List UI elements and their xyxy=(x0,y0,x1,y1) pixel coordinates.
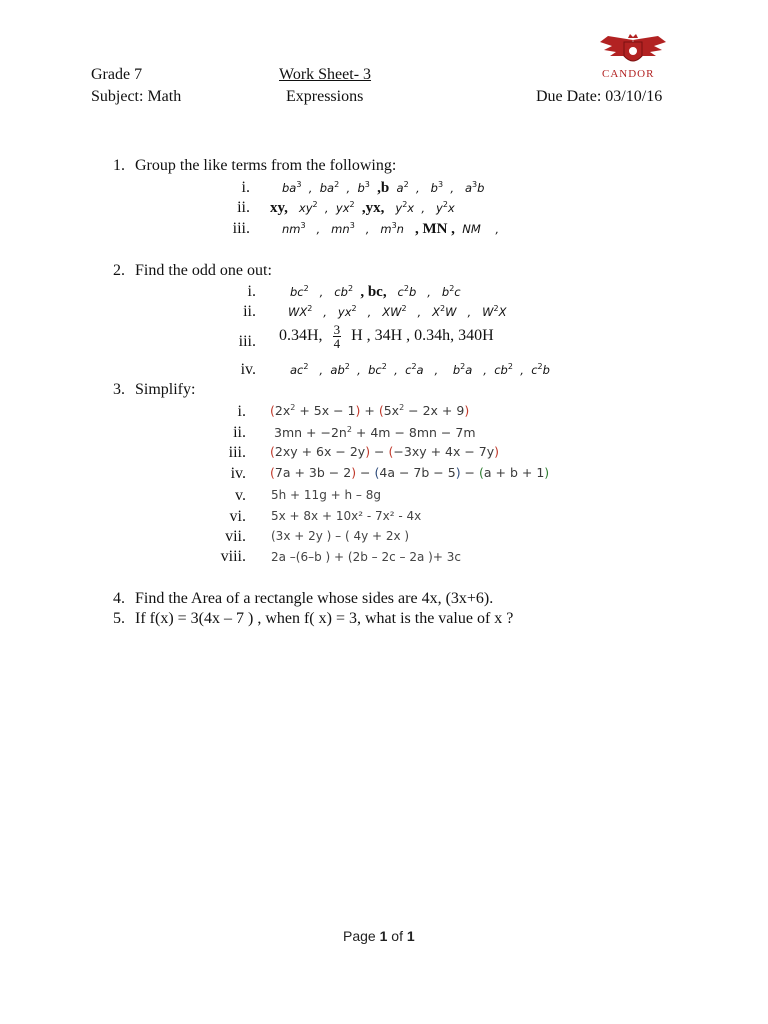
question-1-text: Group the like terms from the following: xyxy=(135,157,397,174)
q1-item-iii-label: iii. xyxy=(232,220,250,237)
question-4 xyxy=(113,590,493,608)
question-4-number: 4. xyxy=(113,590,125,607)
page-footer xyxy=(343,928,415,944)
question-3-number: 3. xyxy=(113,381,125,398)
q1-item-i-terms: $ba^3$ , $ba^2$ , $b^3$ ,b $a^2$ , $b^3$ , $a^3b$ xyxy=(282,180,485,196)
q3-item-vi-expr: 5x + 8x + 10x² - 7x² - 4x xyxy=(271,509,422,523)
logo-text: CANDOR xyxy=(602,68,655,80)
question-1 xyxy=(113,157,396,175)
due-date: Due Date: 03/10/16 xyxy=(536,88,663,105)
q3-item-vi-label: vi. xyxy=(229,508,246,525)
q2-item-iv-label: iv. xyxy=(240,361,256,378)
q1-item-ii-label: ii. xyxy=(237,199,250,216)
q2-iii-part-b: H , 34H , 0.34h, 340H xyxy=(351,327,494,345)
grade-label: Grade 7 xyxy=(91,66,143,83)
q2-item-i-terms: $bc^2$ , $cb^2$ , bc, $c^2b$ , $b^2c$ xyxy=(290,284,461,300)
footer-page-word: Page xyxy=(343,928,376,944)
q3-item-v-label: v. xyxy=(235,487,246,504)
q1-item-iii-terms: $nm^3$ , $mn^3$ , $m^3n$ , MN , NM , xyxy=(282,221,500,237)
question-5-number: 5. xyxy=(113,610,125,627)
question-5-text: If f(x) = 3(4x – 7 ) , when f( x) = 3, what is the value of x ? xyxy=(135,610,514,627)
q3-item-v-expr: 5h + 11g + h – 8g xyxy=(271,488,381,502)
q3-item-i-expr: $(2x^2 + 5x - 1) + (5x^2 - 2x + 9)$ xyxy=(270,403,470,418)
q2-item-ii-label: ii. xyxy=(243,303,256,320)
footer-of-word: of xyxy=(391,928,403,944)
question-3-text: Simplify: xyxy=(135,381,196,398)
q3-item-ii-label: ii. xyxy=(233,424,246,441)
q1-item-ii-terms: xy, $xy^2$ , $yx^2$ ,yx, $y^2x$ , $y^2x$ xyxy=(270,200,455,216)
logo-emblem-icon xyxy=(598,32,668,72)
q2-item-iii-label: iii. xyxy=(238,333,256,350)
topic-label: Expressions xyxy=(286,88,364,105)
q2-iii-part-a: 0.34H, xyxy=(279,327,323,345)
footer-total-pages: 1 xyxy=(406,928,415,944)
q3-item-iv-expr: (7a + 3b − 2) − (4a − 7b − 5) − (a + b + 1) xyxy=(270,465,550,480)
question-5 xyxy=(113,610,513,628)
worksheet-title: Work Sheet- 3 xyxy=(279,66,372,83)
footer-page-number: 1 xyxy=(379,928,388,944)
question-2-number: 2. xyxy=(113,262,125,279)
question-1-number: 1. xyxy=(113,157,125,174)
q3-item-iii-expr: (2xy + 6x − 2y) − (−3xy + 4x − 7y) xyxy=(270,444,500,459)
q3-item-iii-label: iii. xyxy=(228,444,246,461)
q2-item-iii-terms xyxy=(279,323,494,350)
q3-item-ii-expr: $3mn + -2n^2 + 4m - 8mn - 7m$ xyxy=(274,425,476,440)
q2-item-iv-terms: $ac^2$ , $ab^2$ , $bc^2$ , $c^2a$ , $b^2a$ , $cb^2$ , $c^2b$ xyxy=(290,362,550,377)
q2-item-i-label: i. xyxy=(247,283,256,300)
q2-item-ii-terms: $WX^2$ , $yx^2$ , $XW^2$ , $X^2W$ , $W^2X$ xyxy=(288,304,507,319)
question-2-text: Find the odd one out: xyxy=(135,262,272,279)
question-4-text: Find the Area of a rectangle whose sides are 4x, (3x+6). xyxy=(135,590,494,607)
q1-item-i-label: i. xyxy=(241,179,250,196)
q3-item-vii-label: vii. xyxy=(225,528,246,545)
q3-item-i-label: i. xyxy=(237,403,246,420)
fraction-three-quarters: $\frac{3}{4}$ xyxy=(333,322,341,351)
q3-item-iv-label: iv. xyxy=(230,465,246,482)
school-logo xyxy=(598,32,668,84)
q3-item-viii-expr: 2a –(6–b ) + (2b – 2c – 2a )+ 3c xyxy=(271,550,461,564)
subject-label: Subject: Math xyxy=(91,88,182,105)
question-3 xyxy=(113,381,195,399)
q3-item-vii-expr: (3x + 2y ) – ( 4y + 2x ) xyxy=(271,529,410,543)
q3-item-viii-label: viii. xyxy=(220,548,246,565)
question-2 xyxy=(113,262,272,280)
